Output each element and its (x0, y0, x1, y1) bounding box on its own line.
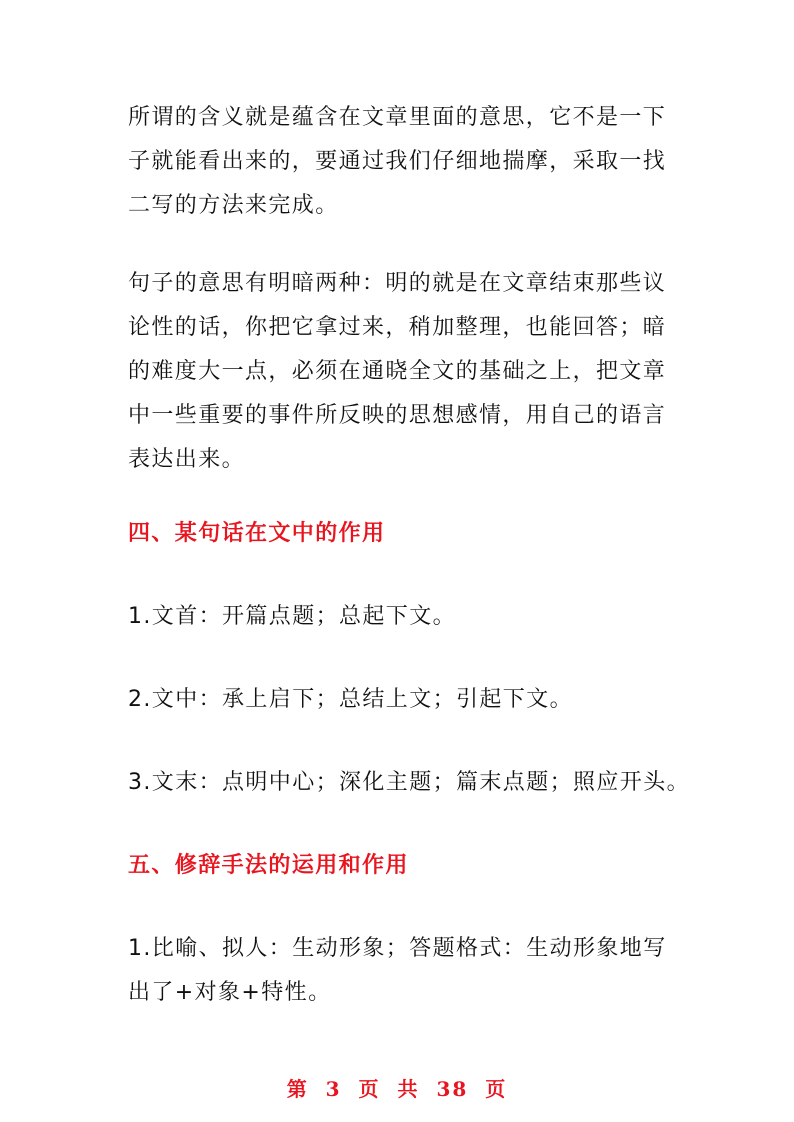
paragraph-line: 论性的话，你把它拿过来，稍加整理，也能回答；暗 (128, 315, 667, 340)
list-item: 1.文首：开篇点题；总起下文。 (128, 604, 456, 629)
section-heading-5: 五、修辞手法的运用和作用 (128, 853, 409, 878)
section-heading-4: 四、某句话在文中的作用 (128, 521, 386, 546)
footer-prefix: 第 (286, 1077, 309, 1101)
paragraph-line: 1.比喻、拟人：生动形象；答题格式：生动形象地写 (128, 936, 667, 961)
paragraph-line: 句子的意思有明暗两种：明的就是在文章结束那些议 (128, 271, 667, 296)
paragraph-line: 表达出来。 (128, 447, 246, 472)
paragraph-line: 的难度大一点，必须在通晓全文的基础之上，把文章 (128, 359, 667, 384)
paragraph-line: 中一些重要的事件所反映的思想感情，用自己的语言 (128, 403, 667, 428)
list-item: 3.文末：点明中心；深化主题；篇末点题；照应开头。 (128, 770, 690, 795)
page-footer (0, 1073, 794, 1102)
paragraph-line: 二写的方法来完成。 (128, 193, 339, 218)
paragraph-line: 所谓的含义就是蕴含在文章里面的意思，它不是一下 (128, 105, 667, 130)
footer-total-pages: 38 (436, 1077, 469, 1101)
paragraph-line: 出了+对象+特性。 (128, 980, 332, 1005)
footer-suffix: 页 (485, 1077, 508, 1101)
paragraph-line: 子就能看出来的，要通过我们仔细地揣摩，采取一找 (128, 149, 667, 174)
footer-page-unit: 页 (358, 1077, 381, 1101)
paragraph-rhetoric-item (128, 927, 673, 1015)
paragraph-sentence-types (128, 262, 673, 482)
footer-page-number: 3 (325, 1077, 342, 1101)
paragraph-meaning (128, 96, 673, 228)
footer-total-label: 共 (397, 1077, 420, 1101)
list-item: 2.文中：承上启下；总结上文；引起下文。 (128, 687, 573, 712)
